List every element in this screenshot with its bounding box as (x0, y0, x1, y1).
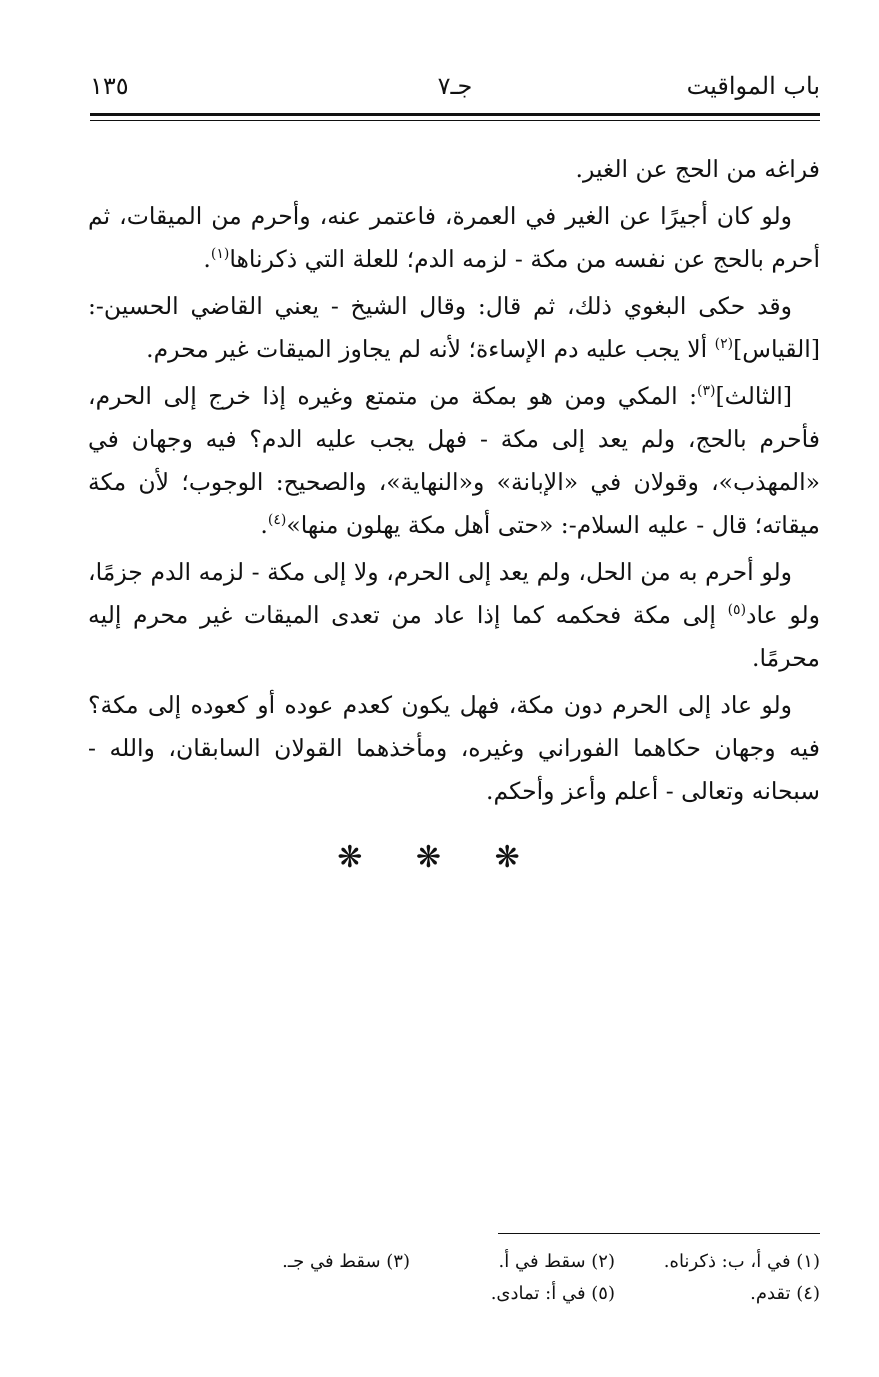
paragraph-6 (88, 684, 820, 813)
footnote-ref: (٤) (267, 512, 287, 529)
paragraph-text: ولو كان أجيرًا عن الغير في العمرة، فاعتمر عنه، وأحرم من الميقات، ثم أحرم بالحج عن نفسه من مكة - لزمه الدم؛ للعلة التي ذكرناها (88, 202, 820, 273)
footnote-ref: (٥) (727, 602, 747, 619)
footnote-ref: (٢) (714, 336, 734, 353)
paragraph-4 (88, 375, 820, 547)
paragraph-5 (88, 551, 820, 680)
volume-label: جـ٧ (437, 72, 473, 100)
paragraph-tail: ألا يجب عليه دم الإساءة؛ لأنه لم يجاوز الميقات غير محرم. (146, 335, 715, 363)
paragraph-end: . (260, 511, 268, 539)
paragraph-text: ولو عاد إلى الحرم دون مكة، فهل يكون كعدم عوده أو كعوده إلى مكة؟ فيه وجهان حكاهما الفوراني وغيره، ومأخذهما القولان السابقان، والله - سبحانه وتعالى - أعلم وأعز وأحكم. (88, 691, 820, 805)
paragraph-tail: إلى مكة فحكمه كما إذا عاد من تعدى الميقات غير محرم إليه محرمًا. (88, 601, 820, 672)
header-rule-thin (90, 120, 820, 121)
footnote-row-2 (200, 1278, 820, 1310)
chapter-title: باب المواقيت (686, 72, 820, 100)
page-number: ١٣٥ (90, 72, 129, 100)
paragraph-text: فراغه من الحج عن الغير. (575, 155, 820, 183)
section-separator: ❋ ❋ ❋ (337, 840, 542, 875)
footnote-ref: (١) (210, 246, 230, 263)
footnote-rule (498, 1233, 820, 1234)
footnote-1: (١) في أ، ب: ذكرناه. (663, 1251, 820, 1272)
footnote-ref: (٣) (697, 383, 716, 400)
paragraph-tail: . (203, 245, 211, 273)
paragraph-text: وقد حكى البغوي ذلك، ثم قال: وقال الشيخ - يعني القاضي الحسين-: [القياس] (88, 292, 820, 363)
footnote-2: (٢) سقط في أ. (498, 1251, 615, 1272)
footnote-3: (٣) سقط في جـ. (282, 1251, 410, 1272)
footnote-row-1 (200, 1246, 820, 1278)
header-rule-thick (90, 113, 820, 116)
paragraph-3 (88, 285, 820, 371)
paragraph-tail: : المكي ومن هو بمكة من متمتع وغيره إذا خرج إلى الحرم، فأحرم بالحج، ولم يعد إلى مكة - فهل يجب عليه الدم؟ فيه وجهان في «المهذب»، وقولان في «الإبانة» و«النهاية»، والصحيح: الوجوب؛ لأن مكة ميقاته؛ قال - عليه السلام-: «حتى أهل مكة يهلون منها» (88, 382, 820, 539)
paragraph-text: [الثالث] (715, 382, 792, 410)
paragraph-text: ولو أحرم به من الحل، ولم يعد إلى الحرم، ولا إلى مكة - لزمه الدم جزمًا، ولو عاد (88, 558, 820, 629)
footnotes (200, 1246, 820, 1310)
paragraph-1 (88, 148, 820, 191)
running-header (90, 72, 820, 116)
main-text (88, 148, 820, 817)
footnote-4: (٤) تقدم. (750, 1283, 820, 1304)
paragraph-2 (88, 195, 820, 281)
footnote-5: (٥) في أ: تمادى. (490, 1283, 615, 1304)
